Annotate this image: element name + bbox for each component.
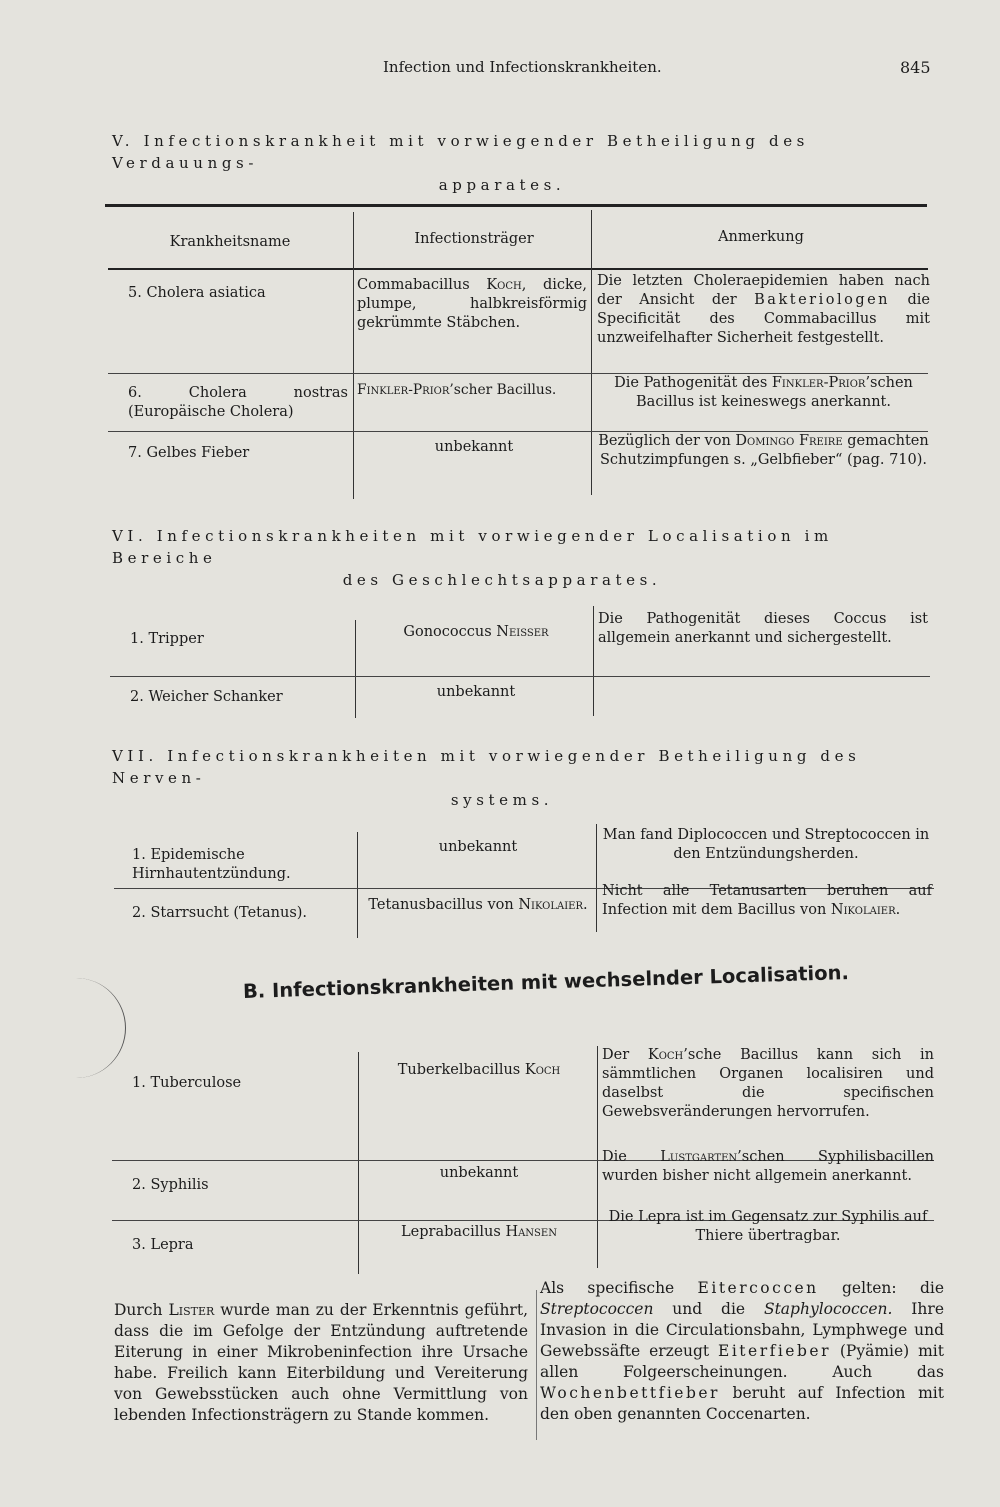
disease-name: 1. Epidemische Hirnhautentzündung. <box>132 847 291 882</box>
running-title: Infection und Infectionskrankheiten. <box>383 58 662 76</box>
infection-carrier <box>357 381 591 400</box>
author-name: Neisser <box>496 624 549 640</box>
infection-carrier <box>357 276 587 333</box>
carrier-text: Tetanusbacillus von <box>368 897 519 913</box>
infection-carrier: unbekannt <box>439 1165 519 1181</box>
italic-term: Staphylococcen. <box>763 1300 893 1318</box>
section-v-numeral: V. <box>112 132 135 150</box>
column-rule <box>536 1290 537 1440</box>
author-name: Koch <box>647 1047 684 1063</box>
remark-text: ’sche Bacillus kann sich in sämmtlichen Organen localisiren und daselbst die specifischen Gewebsveränderungen hervorrufen. <box>602 1047 935 1120</box>
closing-paragraph-left <box>114 1300 528 1426</box>
spaced-term: Wochenbettfieber <box>540 1384 720 1402</box>
carrier-text: ’scher Bacillus. <box>449 382 557 398</box>
column-header-note: Anmerkung <box>718 229 804 245</box>
closing-paragraph-right <box>540 1278 944 1425</box>
column-header-name: Krankheitsname <box>169 234 291 250</box>
remark: Die Lepra ist im Gegensatz zur Syphilis auf Thiere übertragbar. <box>608 1209 928 1244</box>
infection-carrier: unbekannt <box>438 839 518 855</box>
author-name: Lustgarten <box>660 1149 738 1165</box>
section-v-heading <box>112 130 932 196</box>
remark <box>602 882 932 920</box>
remark: Man fand Diplococcen und Streptococcen in den Entzündungsherden. <box>602 827 930 862</box>
author-name: Hansen <box>505 1224 557 1240</box>
section-vii-title-line2: systems. <box>450 791 554 809</box>
section-vii-heading <box>112 745 932 811</box>
remark-text: die Specificität des Commabacillus mit unzweifelhafter Sicherheit festgestellt. <box>597 292 930 346</box>
section-vi-numeral: VI. <box>112 527 148 545</box>
column-divider <box>597 1046 598 1268</box>
carrier-text: Leprabacillus <box>401 1224 506 1240</box>
section-v-title-line2: apparates. <box>438 176 566 194</box>
disease-name: 3. Lepra <box>132 1237 194 1253</box>
remark-text: Nicht alle Tetanusarten beruhen auf Infection mit dem Bacillus von <box>602 883 932 918</box>
column-divider <box>596 824 597 932</box>
author-name: Finkler-Prior <box>771 375 866 391</box>
section-vii-numeral: VII. <box>112 747 158 765</box>
spaced-term: Eiterfieber <box>718 1342 831 1360</box>
author-name: Lister <box>168 1301 215 1319</box>
spaced-term: Eitercoccen <box>697 1279 819 1297</box>
column-divider <box>591 210 592 495</box>
remark-text: Bezüglich der von <box>598 433 736 449</box>
remark-text: ’schen Bacillus ist keineswegs anerkannt. <box>636 375 913 410</box>
header-rule <box>108 268 928 270</box>
page-number: 845 <box>900 58 931 77</box>
margin-bracket <box>55 978 126 1078</box>
paragraph-text: beruht auf Infection mit den oben genannten Coccenarten. <box>540 1384 944 1423</box>
remark-text: Die <box>602 1149 661 1165</box>
infection-carrier <box>362 1223 596 1242</box>
row-rule <box>110 676 930 677</box>
remark <box>597 432 930 470</box>
remark-text: Die Pathogenität des <box>614 375 772 391</box>
remark <box>602 1148 934 1186</box>
disease-name: 2. Syphilis <box>132 1177 209 1193</box>
carrier-text: Tuberkelbacillus <box>397 1062 525 1078</box>
remark-text: ’schen Syphilisbacillen wurden bisher nicht allgemein anerkannt. <box>602 1149 934 1184</box>
remark <box>597 272 930 348</box>
disease-name: 6. Cholera nostras (Europäische Cholera) <box>128 385 348 420</box>
paragraph-text: (Pyämie) mit allen Folgeerscheinungen. Auch das <box>540 1342 944 1381</box>
section-vii-title-line1: Infectionskrankheiten mit vorwiegender Betheiligung des Nerven- <box>112 747 861 787</box>
column-divider <box>357 832 358 938</box>
section-v-title-line1: Infectionskrankheit mit vorwiegender Betheiligung des Verdauungs- <box>112 132 809 172</box>
disease-name: 2. Starrsucht (Tetanus). <box>132 905 308 921</box>
column-header-carrier: Infectionsträger <box>414 231 534 247</box>
disease-name: 7. Gelbes Fieber <box>128 445 250 461</box>
remark-text: gemachten Schutzimpfungen s. „Gelbfieber“ (pag. 710). <box>599 433 929 468</box>
section-vi-title-line2: des Geschlechtsapparates. <box>342 571 662 589</box>
paragraph-text: wurde man zu der Erkenntnis geführt, dass die im Gefolge der Entzündung auftretende Eiterung in einer Mikrobeninfection ihre Ursache habe. Freilich kann Eiterbildung und Vereiterung von Gewebsstücken auch ohne Vermittlung von lebenden Infectionsträgern zu Stande kommen. <box>114 1301 528 1424</box>
author-name: Koch <box>524 1062 561 1078</box>
table-top-rule <box>105 204 927 207</box>
running-header <box>0 58 1000 82</box>
paragraph-text: und die <box>653 1300 764 1318</box>
spaced-term: Bakteriologen <box>754 292 891 308</box>
paragraph-text: Ihre Invasion in die Circulationsbahn, Lymphwege und Gewebssäfte erzeugt <box>540 1300 944 1360</box>
column-divider <box>358 1052 359 1274</box>
column-divider <box>593 606 594 716</box>
infection-carrier <box>360 623 592 642</box>
carrier-text: Gonococcus <box>403 624 497 640</box>
author-name: Koch <box>486 277 522 293</box>
remark <box>597 374 930 412</box>
remark-text: Die letzten Choleraepidemien haben nach der Ansicht der <box>597 273 930 308</box>
paragraph-text: gelten: die <box>818 1279 944 1297</box>
disease-name: 1. Tripper <box>130 631 204 647</box>
column-divider <box>353 212 354 499</box>
italic-term: Streptococcen <box>540 1300 654 1318</box>
remark <box>602 1046 934 1122</box>
disease-name: 2. Weicher Schanker <box>130 689 283 705</box>
infection-carrier: unbekannt <box>436 684 516 700</box>
infection-carrier: unbekannt <box>434 439 514 455</box>
carrier-text: , dicke, plumpe, halbkreisförmig gekrümmte Stäbchen. <box>357 277 587 331</box>
disease-name: 1. Tuberculose <box>132 1075 242 1091</box>
disease-name: 5. Cholera asiatica <box>128 285 266 301</box>
remark-text: Der <box>602 1047 648 1063</box>
infection-carrier <box>362 1061 596 1080</box>
paragraph-text: Als specifische <box>540 1279 698 1297</box>
column-divider <box>355 620 356 718</box>
part-b-heading: B. Infectionskrankheiten mit wechselnder Localisation. <box>242 960 850 1003</box>
section-vi-title-line1: Infectionskrankheiten mit vorwiegender Localisation im Bereiche <box>112 527 833 567</box>
author-name: Nikolaier. <box>830 902 901 918</box>
infection-carrier <box>362 896 594 915</box>
author-name: Domingo Freire <box>735 433 843 449</box>
section-vi-heading <box>112 525 932 591</box>
carrier-text: Commabacillus <box>357 277 487 293</box>
remark: Die Pathogenität dieses Coccus ist allgemein anerkannt und sichergestellt. <box>598 611 928 646</box>
author-name: Finkler-Prior <box>357 382 450 398</box>
paragraph-text: Durch <box>114 1301 169 1319</box>
author-name: Nikolaier. <box>518 897 588 913</box>
